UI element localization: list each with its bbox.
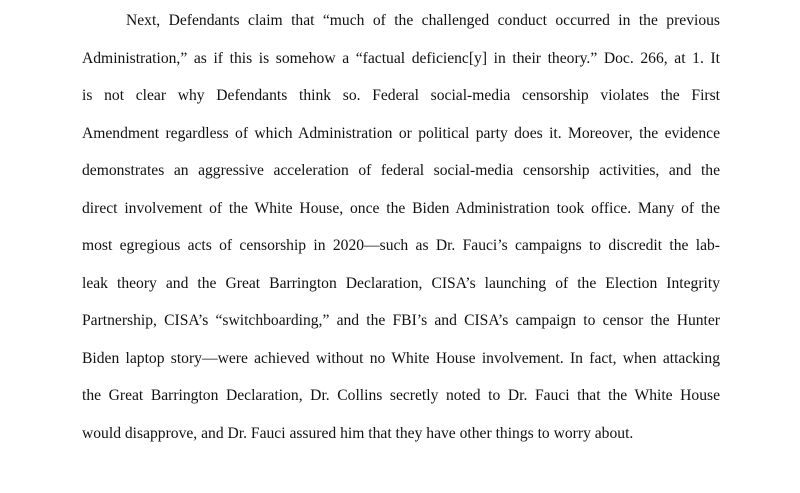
body-paragraph (82, 10, 720, 460)
text-line: most egregious acts of censorship in 2020—such as Dr. Fauci’s campaigns to discredit the lab- (82, 237, 720, 254)
text-line: direct involvement of the White House, once the Biden Administration took office. Many of the (82, 199, 720, 217)
text-line: Biden laptop story—were achieved without no White House involvement. In fact, when attacking (82, 349, 720, 367)
text-line: leak theory and the Great Barrington Declaration, CISA’s launching of the Election Integrity (82, 274, 720, 292)
text-line: Amendment regardless of which Administration or political party does it. Moreover, the evidence (82, 124, 720, 142)
text-line: demonstrates an aggressive acceleration of federal social-media censorship activities, and the (82, 162, 720, 179)
text-line: Partnership, CISA’s “switchboarding,” and the FBI’s and CISA’s campaign to censor the Hunter (82, 312, 720, 329)
text-line: Next, Defendants claim that “much of the challenged conduct occurred in the previous (126, 12, 720, 29)
text-line: the Great Barrington Declaration, Dr. Collins secretly noted to Dr. Fauci that the White House (82, 387, 720, 404)
text-line: is not clear why Defendants think so. Federal social-media censorship violates the First (82, 87, 720, 104)
text-line: Administration,” as if this is somehow a “factual deficienc[y] in their theory.” Doc. 266, at 1. It (82, 49, 720, 67)
text-line: would disapprove, and Dr. Fauci assured him that they have other things to worry about. (82, 424, 634, 442)
